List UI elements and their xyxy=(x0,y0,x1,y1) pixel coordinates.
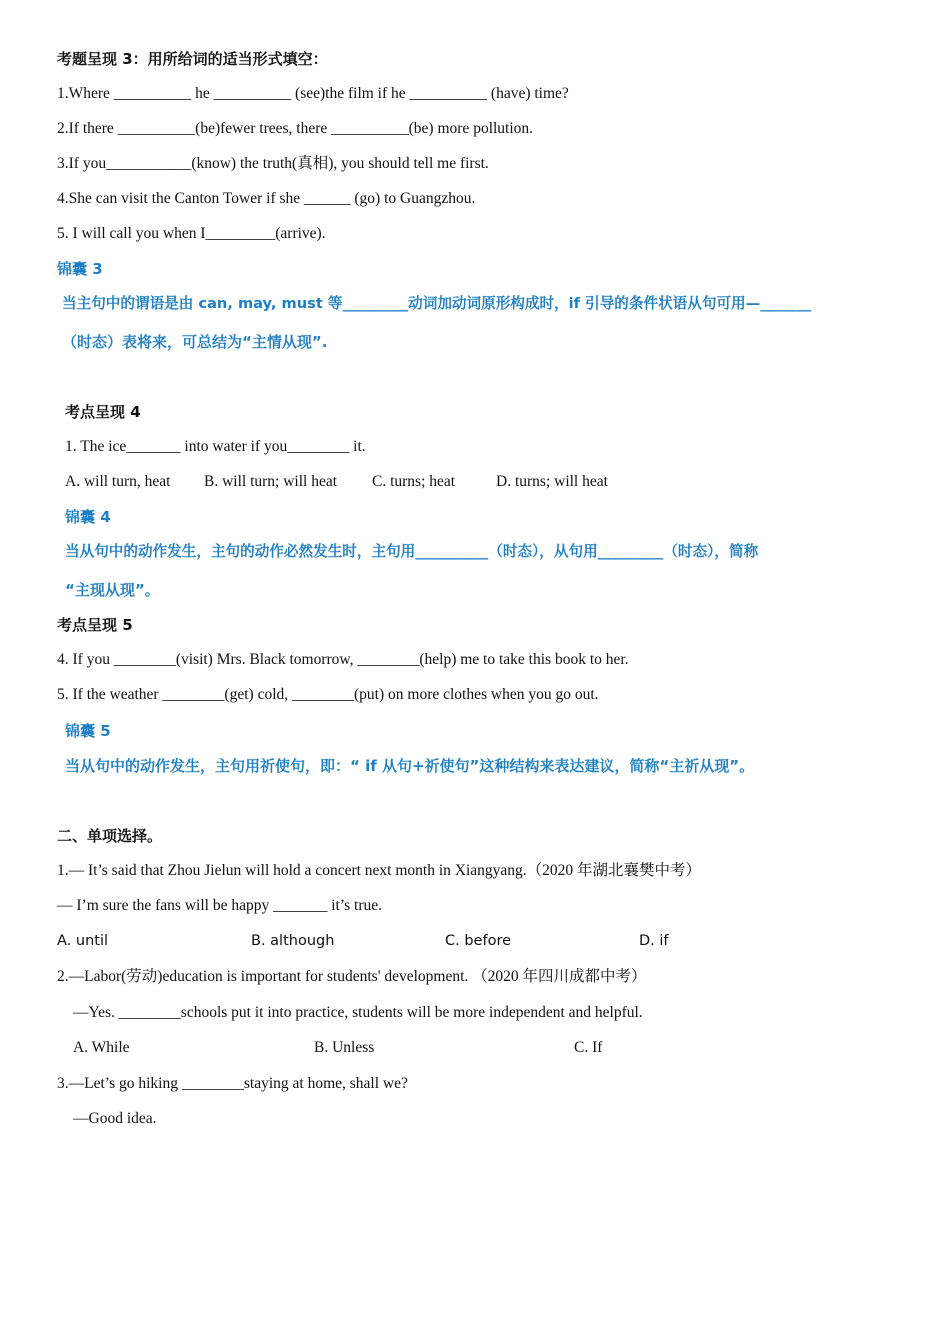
part2-question-3-line-2: —Good idea. xyxy=(73,1110,157,1127)
tip5-line-1: 当从句中的动作发生，主句用祈使句，即：“ if 从句+祈使句”这种结构来表达建议，简称“主祈从现”。 xyxy=(65,757,755,775)
section4-option-b: B. will turn; will heat xyxy=(204,473,338,490)
part2-q1-option-d: D. if xyxy=(639,933,669,949)
part2-q2-option-b: B. Unless xyxy=(314,1039,375,1056)
section3-question-1: 1.Where __________ he __________ (see)the film if he __________ (have) time? xyxy=(57,85,569,102)
section4-question-1: 1. The ice_______ into water if you________ it. xyxy=(65,438,366,455)
tip4-line-1: 当从句中的动作发生，主句的动作必然发生时，主句用__________（时态），从句用_________（时态），简称 xyxy=(65,543,759,560)
section4-option-c: C. turns; heat xyxy=(372,473,456,490)
part2-question-2-line-2: —Yes. ________schools put it into practice, students will be more independent and helpful. xyxy=(73,1004,643,1021)
tip3-title: 锦囊 3 xyxy=(57,260,103,278)
section3-question-3: 3.If you___________(know) the truth(真相), you should tell me first. xyxy=(57,155,489,172)
part2-q2-option-c: C. If xyxy=(574,1039,603,1056)
section3-heading: 考题呈现 3：用所给词的适当形式填空： xyxy=(57,50,328,68)
part2-q1-option-c: C. before xyxy=(445,933,512,949)
section5-heading: 考点呈现 5 xyxy=(57,616,133,634)
tip4-title: 锦囊 4 xyxy=(65,508,111,526)
part2-q2-option-a: A. While xyxy=(73,1039,130,1056)
section5-question-4: 4. If you ________(visit) Mrs. Black tomorrow, ________(help) me to take this book to her. xyxy=(57,651,629,668)
part2-q1-option-b: B. although xyxy=(251,933,335,949)
part2-question-1-line-1: 1.— It’s said that Zhou Jielun will hold a concert next month in Xiangyang.（2020 年湖北襄樊中考） xyxy=(57,862,702,879)
section5-question-5: 5. If the weather ________(get) cold, ________(put) on more clothes when you go out. xyxy=(57,686,599,703)
section3-question-2: 2.If there __________(be)fewer trees, there __________(be) more pollution. xyxy=(57,120,534,137)
section4-option-d: D. turns; will heat xyxy=(496,473,608,490)
section3-question-5: 5. I will call you when I_________(arrive). xyxy=(57,225,326,242)
section4-option-a: A. will turn, heat xyxy=(65,473,171,490)
tip4-line-2: “主现从现”。 xyxy=(65,581,160,599)
part2-question-3-line-1: 3.—Let’s go hiking ________staying at home, shall we? xyxy=(57,1075,408,1092)
tip3-line-2: （时态）表将来，可总结为“主情从现”. xyxy=(62,333,328,351)
tip3-line-1: 当主句中的谓语是由 can, may, must 等_________动词加动词原形构成时，if 引导的条件状语从句可用—_______ xyxy=(62,295,812,312)
section3-question-4: 4.She can visit the Canton Tower if she ______ (go) to Guangzhou. xyxy=(57,190,476,207)
part2-q1-option-a: A. until xyxy=(57,933,109,949)
section4-heading: 考点呈现 4 xyxy=(65,403,141,421)
tip5-title: 锦囊 5 xyxy=(65,722,111,740)
part2-heading: 二、单项选择。 xyxy=(57,827,163,845)
part2-question-2-line-1: 2.—Labor(劳动)education is important for students' development. （2020 年四川成都中考） xyxy=(57,968,647,985)
part2-question-1-line-2: — I’m sure the fans will be happy _______ it’s true. xyxy=(57,897,383,914)
